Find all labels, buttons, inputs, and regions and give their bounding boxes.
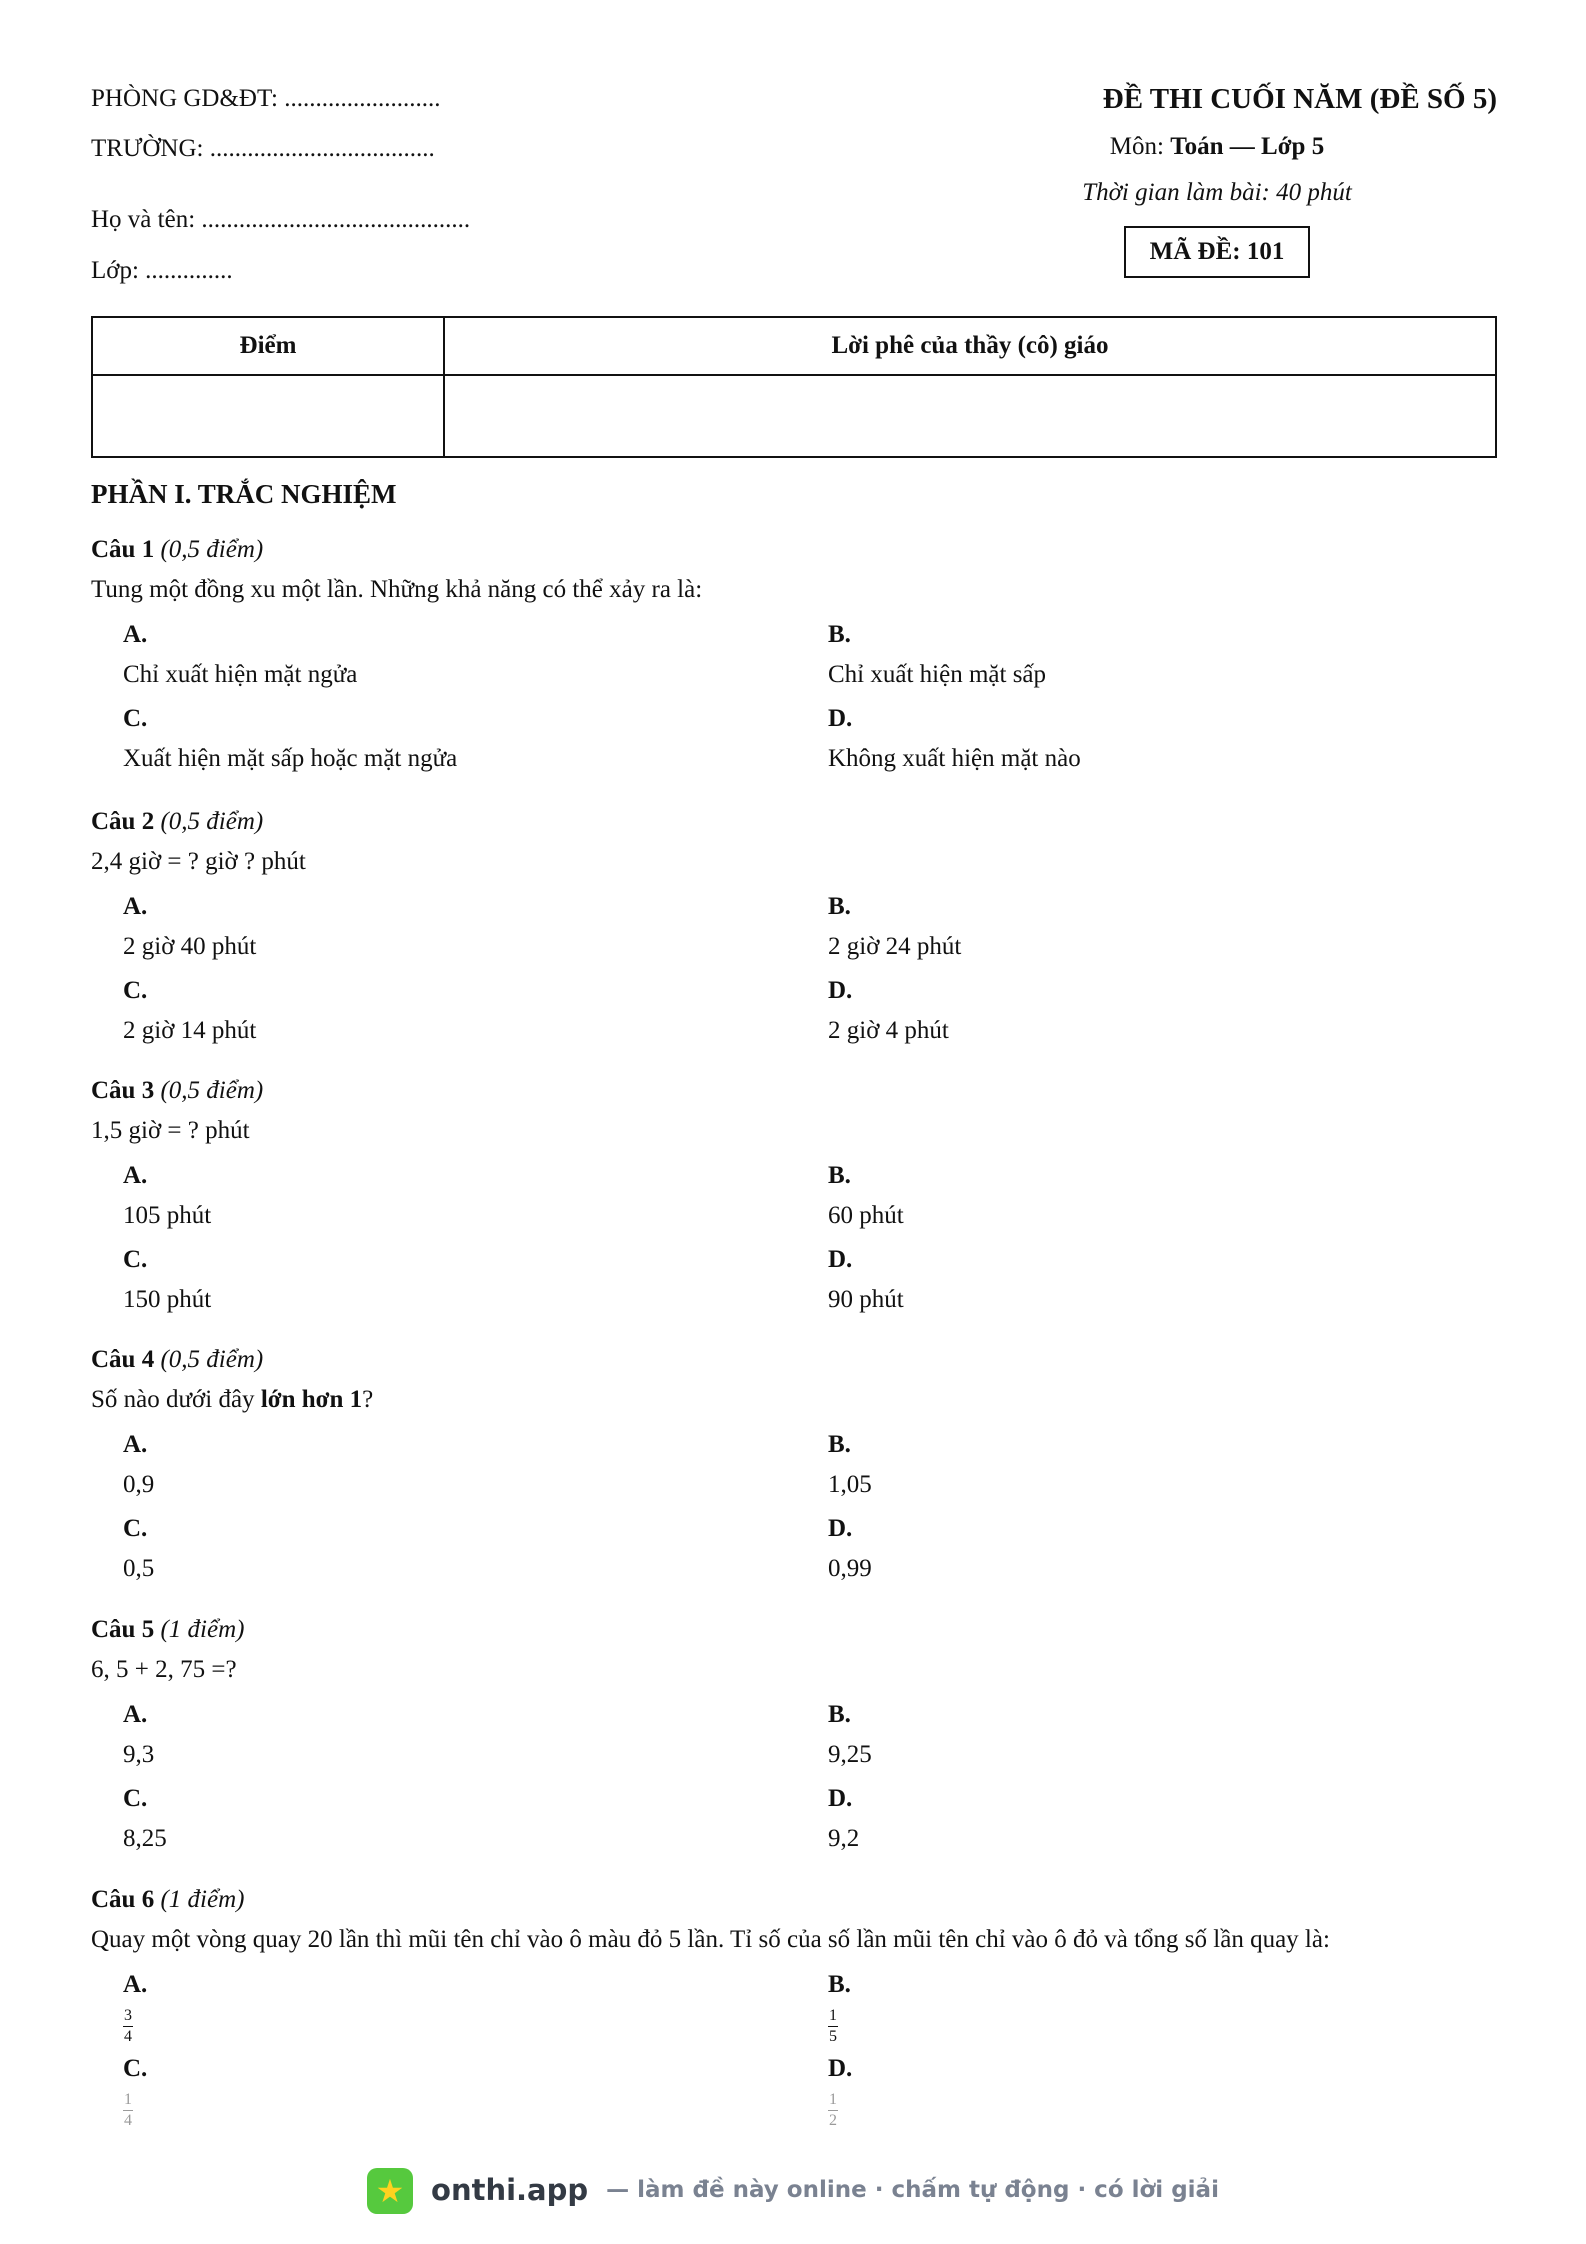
- option-a[interactable]: [123, 1695, 723, 1775]
- brand-tagline: — làm đề này online · chấm tự động · có lời giải: [606, 2177, 1219, 2204]
- options-grid: [91, 615, 1497, 785]
- option-a[interactable]: [123, 1425, 723, 1505]
- question-points: (0,5 điểm): [160, 1077, 264, 1104]
- option-d[interactable]: [828, 971, 1428, 1051]
- question-points: (1 điểm): [160, 1616, 245, 1643]
- fraction-denominator: 2: [829, 2111, 837, 2129]
- onthi-logo: [367, 2168, 413, 2214]
- question-text-after: ?: [362, 1386, 374, 1413]
- fraction: [123, 2092, 133, 2129]
- question-text: [91, 1383, 1497, 1425]
- question-heading: [91, 533, 1497, 573]
- question-3: [91, 1074, 1497, 1326]
- option-c[interactable]: [123, 699, 723, 779]
- option-value: [123, 2089, 723, 2129]
- option-letter: B.: [828, 1701, 851, 1728]
- score-cell[interactable]: [92, 375, 444, 457]
- option-value: 2 giờ 14 phút: [123, 1017, 257, 1044]
- option-a[interactable]: [123, 887, 723, 967]
- option-b[interactable]: [828, 1695, 1428, 1775]
- option-c[interactable]: [123, 2049, 723, 2129]
- option-letter: A.: [123, 1971, 148, 1998]
- option-b[interactable]: [828, 1425, 1428, 1505]
- option-letter: A.: [123, 1431, 148, 1458]
- option-a[interactable]: [123, 615, 723, 695]
- option-letter: D.: [828, 977, 853, 1004]
- options-grid: [91, 1425, 1497, 1595]
- fraction: [828, 2008, 838, 2045]
- exam-title: ĐỀ THI CUỐI NĂM (ĐỀ SỐ 5): [1102, 83, 1497, 115]
- comment-cell[interactable]: [444, 375, 1496, 457]
- option-letter: C.: [123, 1515, 148, 1542]
- question-4: [91, 1343, 1497, 1595]
- option-value: 9,2: [828, 1825, 860, 1852]
- fraction: [123, 2008, 133, 2045]
- option-c[interactable]: [123, 1509, 723, 1589]
- section-title: PHẦN I. TRẮC NGHIỆM: [91, 479, 397, 509]
- option-value: 2 giờ 24 phút: [828, 933, 962, 960]
- question-text-before: Số nào dưới đây: [91, 1386, 261, 1413]
- question-text: Quay một vòng quay 20 lần thì mũi tên chỉ vào ô màu đỏ 5 lần. Tỉ số của số lần mũi tên chỉ vào ô đỏ và tổng số lần quay là:: [91, 1926, 1330, 1953]
- question-points: (0,5 điểm): [160, 808, 264, 835]
- department-line: PHÒNG GD&ĐT: .........................: [91, 85, 441, 112]
- option-value: [828, 2089, 1428, 2129]
- fraction-numerator: 3: [123, 2008, 133, 2027]
- question-points: (0,5 điểm): [160, 536, 264, 563]
- option-letter: B.: [828, 621, 851, 648]
- option-value: Chỉ xuất hiện mặt sấp: [828, 661, 1047, 688]
- option-a[interactable]: [123, 1965, 723, 2045]
- option-letter: A.: [123, 893, 148, 920]
- comment-column-header: Lời phê của thầy (cô) giáo: [444, 317, 1496, 375]
- subject-line: [937, 130, 1497, 164]
- option-letter: B.: [828, 893, 851, 920]
- question-2: [91, 805, 1497, 1057]
- option-d[interactable]: [828, 1509, 1428, 1589]
- class-line: Lớp: ..............: [91, 257, 233, 284]
- question-heading: [91, 805, 1497, 845]
- option-letter: A.: [123, 1162, 148, 1189]
- fraction: [828, 2092, 838, 2129]
- option-letter: C.: [123, 2055, 148, 2082]
- star-icon: ★: [375, 2172, 405, 2210]
- brand-name[interactable]: onthi.app: [431, 2173, 589, 2208]
- option-d[interactable]: [828, 2049, 1428, 2129]
- fraction-denominator: 5: [829, 2027, 837, 2045]
- fraction-numerator: 1: [828, 2092, 838, 2111]
- question-label: Câu 6: [91, 1886, 155, 1913]
- option-value: 2 giờ 4 phút: [828, 1017, 949, 1044]
- option-d[interactable]: [828, 1240, 1428, 1320]
- option-b[interactable]: [828, 1156, 1428, 1236]
- question-label: Câu 3: [91, 1077, 155, 1104]
- options-grid: [91, 1695, 1497, 1865]
- option-letter: B.: [828, 1162, 851, 1189]
- subject-value: Toán — Lớp 5: [1170, 133, 1325, 160]
- option-a[interactable]: [123, 1156, 723, 1236]
- option-letter: B.: [828, 1971, 851, 1998]
- subject-label: Môn:: [1109, 133, 1171, 160]
- question-label: Câu 2: [91, 808, 155, 835]
- option-value: 2 giờ 40 phút: [123, 933, 257, 960]
- exam-page: [91, 0, 1497, 2244]
- question-points: (1 điểm): [160, 1886, 245, 1913]
- option-value: 150 phút: [123, 1286, 212, 1313]
- option-value: 60 phút: [828, 1202, 904, 1229]
- option-value: 9,3: [123, 1741, 155, 1768]
- option-value: 90 phút: [828, 1286, 904, 1313]
- fraction-denominator: 4: [124, 2111, 132, 2129]
- school-line: TRƯỜNG: ....................................: [91, 135, 435, 162]
- exam-code-box: MÃ ĐỀ: 101: [1124, 226, 1310, 278]
- question-heading: [91, 1343, 1497, 1383]
- question-text: Tung một đồng xu một lần. Những khả năng có thể xảy ra là:: [91, 576, 703, 603]
- option-letter: D.: [828, 1785, 853, 1812]
- option-d[interactable]: [828, 1779, 1428, 1859]
- option-value: 9,25: [828, 1741, 872, 1768]
- question-text: 6, 5 + 2, 75 =?: [91, 1656, 237, 1683]
- option-letter: C.: [123, 977, 148, 1004]
- options-grid: [91, 887, 1497, 1057]
- options-grid: [91, 1965, 1497, 2135]
- question-5: [91, 1613, 1497, 1865]
- option-c[interactable]: [123, 1779, 723, 1859]
- question-heading: [91, 1613, 1497, 1653]
- fraction-numerator: 1: [828, 2008, 838, 2027]
- option-d[interactable]: [828, 699, 1428, 779]
- score-column-header: Điểm: [92, 317, 444, 375]
- option-letter: B.: [828, 1431, 851, 1458]
- option-value: 105 phút: [123, 1202, 212, 1229]
- option-value: Xuất hiện mặt sấp hoặc mặt ngửa: [123, 745, 458, 772]
- option-letter: A.: [123, 621, 148, 648]
- score-table: [91, 316, 1497, 458]
- options-grid: [91, 1156, 1497, 1326]
- question-points: (0,5 điểm): [160, 1346, 264, 1373]
- question-label: Câu 4: [91, 1346, 155, 1373]
- fraction-denominator: 4: [124, 2027, 132, 2045]
- score-table-header: [92, 317, 1496, 375]
- option-value: Chỉ xuất hiện mặt ngửa: [123, 661, 358, 688]
- option-value: 8,25: [123, 1825, 167, 1852]
- option-value: 1,05: [828, 1471, 872, 1498]
- promo-footer[interactable]: [0, 2163, 1586, 2219]
- question-heading: [91, 1883, 1497, 1923]
- question-text-emphasis: lớn hơn 1: [260, 1386, 363, 1413]
- option-value: [123, 2005, 723, 2045]
- question-text: 1,5 giờ = ? phút: [91, 1117, 250, 1144]
- option-value: Không xuất hiện mặt nào: [828, 745, 1081, 772]
- question-heading: [91, 1074, 1497, 1114]
- option-c[interactable]: [123, 971, 723, 1051]
- question-6: [91, 1883, 1497, 2135]
- option-value: [828, 2005, 1428, 2045]
- option-value: 0,5: [123, 1555, 155, 1582]
- option-b[interactable]: [828, 1965, 1428, 2045]
- option-c[interactable]: [123, 1240, 723, 1320]
- option-letter: D.: [828, 705, 853, 732]
- option-b[interactable]: [828, 887, 1428, 967]
- score-table-row: [92, 375, 1496, 457]
- option-value: 0,9: [123, 1471, 155, 1498]
- student-name-line: Họ và tên: ...........................................: [91, 206, 471, 233]
- option-letter: A.: [123, 1701, 148, 1728]
- question-1: [91, 533, 1497, 785]
- option-b[interactable]: [828, 615, 1428, 695]
- question-label: Câu 1: [91, 536, 155, 563]
- option-letter: D.: [828, 1246, 853, 1273]
- option-letter: D.: [828, 1515, 853, 1542]
- option-letter: D.: [828, 2055, 853, 2082]
- fraction-numerator: 1: [123, 2092, 133, 2111]
- option-letter: C.: [123, 1246, 148, 1273]
- option-letter: C.: [123, 705, 148, 732]
- question-text: 2,4 giờ = ? giờ ? phút: [91, 848, 306, 875]
- question-label: Câu 5: [91, 1616, 155, 1643]
- option-letter: C.: [123, 1785, 148, 1812]
- option-value: 0,99: [828, 1555, 872, 1582]
- duration-line: Thời gian làm bài: 40 phút: [1082, 179, 1352, 206]
